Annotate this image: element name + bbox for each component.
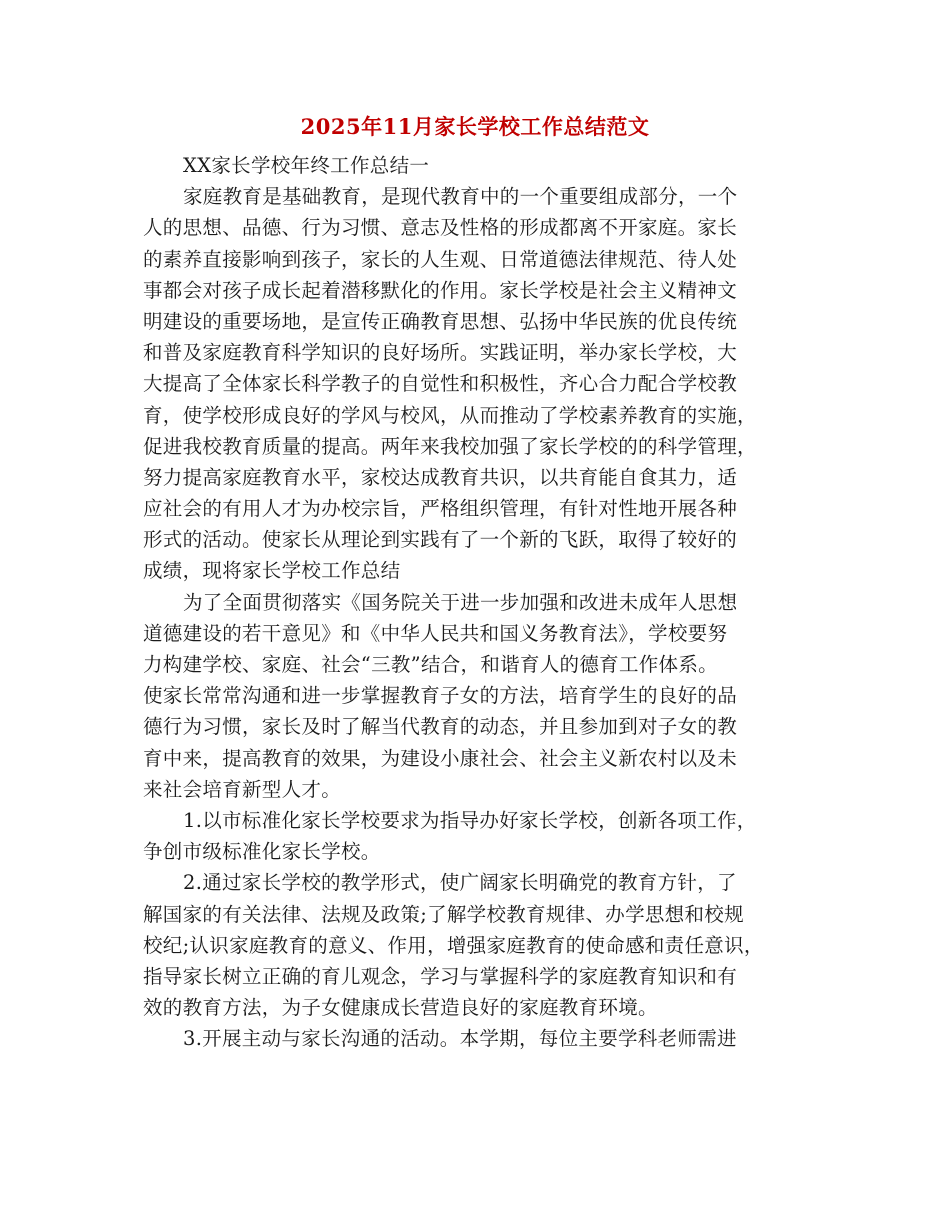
paragraph-line: 力构建学校、家庭、社会“三教”结合，和谐育人的德育工作体系。 <box>143 653 718 676</box>
paragraph-line: 成绩，现将家长学校工作总结 <box>143 559 401 583</box>
list-item-line: 校纪;认识家庭教育的意义、作用，增强家庭教育的使命感和责任意识， <box>143 933 764 957</box>
paragraph-line: 明建设的重要场地，是宣传正确教育思想、弘扬中华民族的优良传统 <box>143 309 738 333</box>
list-item-line: 效的教育方法，为子女健康成长营造良好的家庭教育环境。 <box>143 996 658 1020</box>
paragraph-line: 使家长常常沟通和进一步掌握教育子女的方法，培育学生的良好的品 <box>143 684 738 708</box>
list-item-line: 3.开展主动与家长沟通的活动。本学期，每位主要学科老师需进 <box>183 1027 737 1051</box>
list-item-line: 解国家的有关法律、法规及政策;了解学校教育规律、办学思想和校规 <box>143 902 744 926</box>
list-item-line: 争创市级标准化家长学校。 <box>143 840 381 864</box>
paragraph-line: 事都会对孩子成长起着潜移默化的作用。家长学校是社会主义精神文 <box>143 278 738 302</box>
list-item-line: 指导家长树立正确的育儿观念，学习与掌握科学的家庭教育知识和有 <box>143 964 738 988</box>
paragraph-line: 努力提高家庭教育水平，家校达成教育共识，以共育能自食其力，适 <box>143 465 738 489</box>
paragraph-line: 应社会的有用人才为办校宗旨，严格组织管理，有针对性地开展各种 <box>143 497 738 521</box>
paragraph-line: 人的思想、品德、行为习惯、意志及性格的形成都离不开家庭。家长 <box>143 216 738 240</box>
paragraph-line: 家庭教育是基础教育，是现代教育中的一个重要组成部分，一个 <box>183 185 738 209</box>
paragraph-line: 育，使学校形成良好的学风与校风，从而推动了学校素养教育的实施， <box>143 403 757 427</box>
paragraph-line: 促进我校教育质量的提高。两年来我校加强了家长学校的的科学管理， <box>143 434 757 458</box>
paragraph-line: 道德建设的若干意见》和《中华人民共和国义务教育法》，学校要努 <box>143 621 728 645</box>
paragraph-line: 为了全面贯彻落实《国务院关于进一步加强和改进未成年人思想 <box>183 590 738 614</box>
paragraph-line: 大提高了全体家长科学教子的自觉性和积极性，齐心合力配合学校教 <box>143 372 738 396</box>
document-title: 2025年11月家长学校工作总结范文 <box>300 114 650 139</box>
list-item-line: 2.通过家长学校的教学形式，使广阔家长明确党的教育方针，了 <box>183 871 737 895</box>
list-item-line: 1.以市标准化家长学校要求为指导办好家长学校，创新各项工作， <box>183 808 757 832</box>
paragraph-line: 德行为习惯，家长及时了解当代教育的动态，并且参加到对子女的教 <box>143 715 738 739</box>
paragraph-line: 育中来，提高教育的效果，为建设小康社会、社会主义新农村以及未 <box>143 746 738 770</box>
paragraph-line: 的素养直接影响到孩子，家长的人生观、日常道德法律规范、待人处 <box>143 247 738 271</box>
paragraph-line: 形式的活动。使家长从理论到实践有了一个新的飞跃，取得了较好的 <box>143 528 738 552</box>
section-heading: XX家长学校年终工作总结一 <box>183 154 430 177</box>
document-body <box>143 150 823 1054</box>
paragraph-line: 来社会培育新型人才。 <box>143 777 342 801</box>
paragraph-line: 和普及家庭教育科学知识的良好场所。实践证明，举办家长学校，大 <box>143 341 738 365</box>
